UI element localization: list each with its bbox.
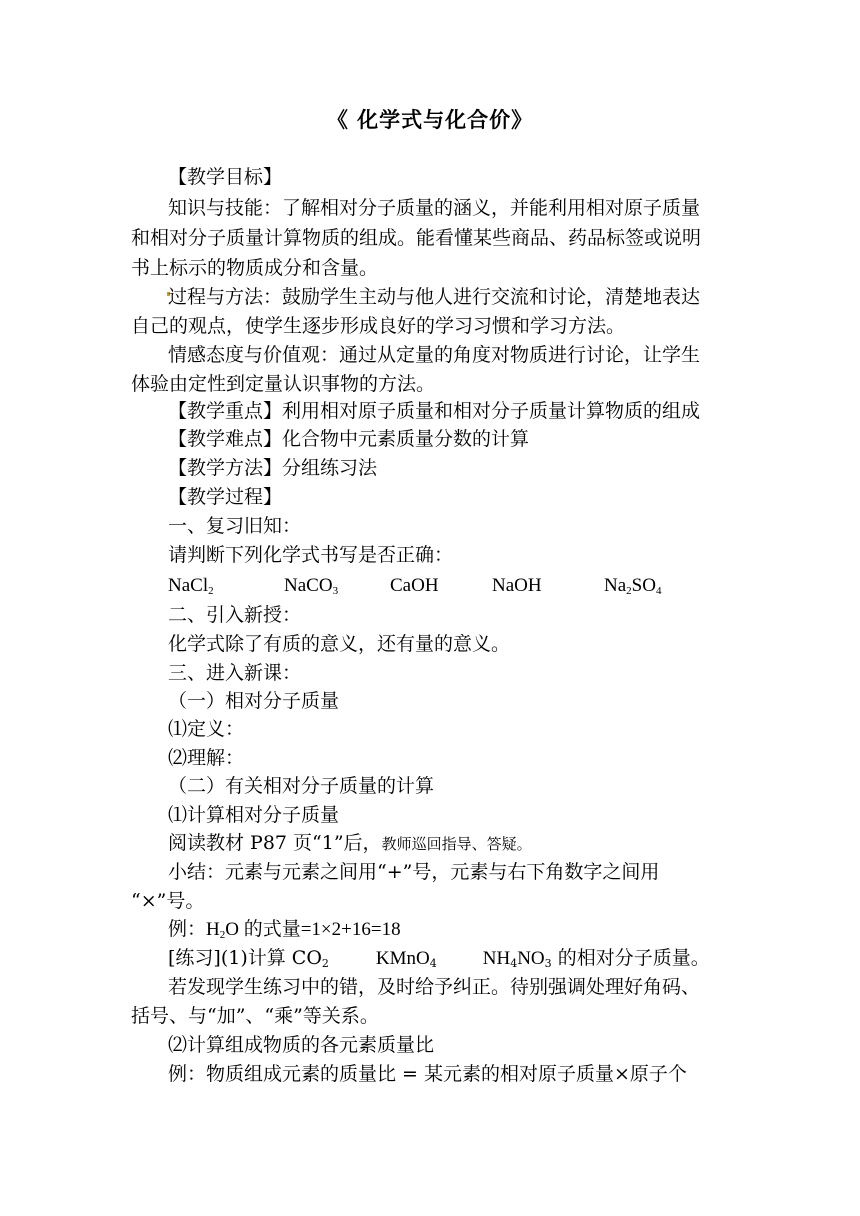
understanding-item: ⑵理解：	[168, 747, 245, 769]
section-2-heading: （二）有关相对分子质量的计算	[168, 775, 435, 797]
calc-1-heading: ⑴计算相对分子质量	[168, 804, 340, 826]
formula-caoh: CaOH	[390, 575, 439, 596]
difficulty: 【教学难点】化合物中元素质量分数的计算	[168, 428, 530, 450]
definition-item: ⑴定义：	[168, 718, 245, 740]
formula-naoh: NaOH	[492, 575, 542, 596]
summary-line-1: 小结：元素与元素之间用“+”号，元素与右下角数字之间用	[168, 861, 660, 883]
reading-instruction: 阅读教材 P87 页“1”后，教师巡回指导、答疑。	[168, 832, 532, 854]
correction-line-1: 若发现学生练习中的错，及时给予纠正。待别强调处理好角码、	[168, 976, 701, 998]
formula-nacl2: NaCl$_2$	[168, 575, 214, 597]
exercise-line: [练习](1)计算 $CO_2$ KMnO$_4$ $NH_4NO_3$ 的相对分子质量。	[168, 947, 710, 970]
process-line-2: 自己的观点，使学生逐步形成良好的学习习惯和学习方法。	[131, 315, 626, 337]
process-line-1: 过程与方法：鼓励学生主动与他人进行交流和讨论，清楚地表达	[168, 286, 701, 308]
summary-line-2: “×”号。	[131, 890, 205, 912]
correction-line-2: 括号、与“加”、“乘”等关系。	[131, 1005, 379, 1027]
formula-na2so4: $Na_2SO_4$	[604, 575, 662, 597]
judge-prompt: 请判断下列化学式书写是否正确：	[168, 544, 454, 566]
emotion-line-1: 情感态度与价值观：通过从定量的角度对物质进行讨论，让学生	[168, 344, 701, 366]
method: 【教学方法】分组练习法	[168, 457, 378, 479]
calc-2-heading: ⑵计算组成物质的各元素质量比	[168, 1034, 435, 1056]
page-title: 《 化学式与化合价》	[326, 107, 534, 132]
key-point: 【教学重点】利用相对原子质量和相对分子质量计算物质的组成	[168, 400, 701, 422]
knowledge-line-1: 知识与技能：了解相对分子质量的涵义，并能利用相对原子质量	[168, 197, 701, 219]
emotion-line-2: 体验由定性到定量认识事物的方法。	[131, 373, 436, 395]
introduce-heading: 二、引入新授：	[168, 604, 302, 626]
goal-heading: 【教学目标】	[168, 166, 283, 188]
section-1-heading: （一）相对分子质量	[168, 690, 340, 712]
meaning-text: 化学式除了有质的意义，还有量的意义。	[168, 633, 511, 655]
example-1: 例：$H_2O$ 的式量=1×2+16=18	[168, 919, 401, 941]
new-lesson-heading: 三、进入新课：	[168, 662, 302, 684]
example-2: 例：物质组成元素的质量比 = 某元素的相对原子质量×原子个	[168, 1063, 687, 1085]
formula-naco3: NaCO$_3$	[284, 575, 339, 597]
review-heading: 一、复习旧知：	[168, 515, 302, 537]
knowledge-line-3: 书上标示的物质成分和含量。	[131, 257, 379, 279]
knowledge-line-2: 和相对分子质量计算物质的组成。能看懂某些商品、药品标签或说明	[131, 227, 702, 249]
process-heading: 【教学过程】	[168, 486, 283, 508]
